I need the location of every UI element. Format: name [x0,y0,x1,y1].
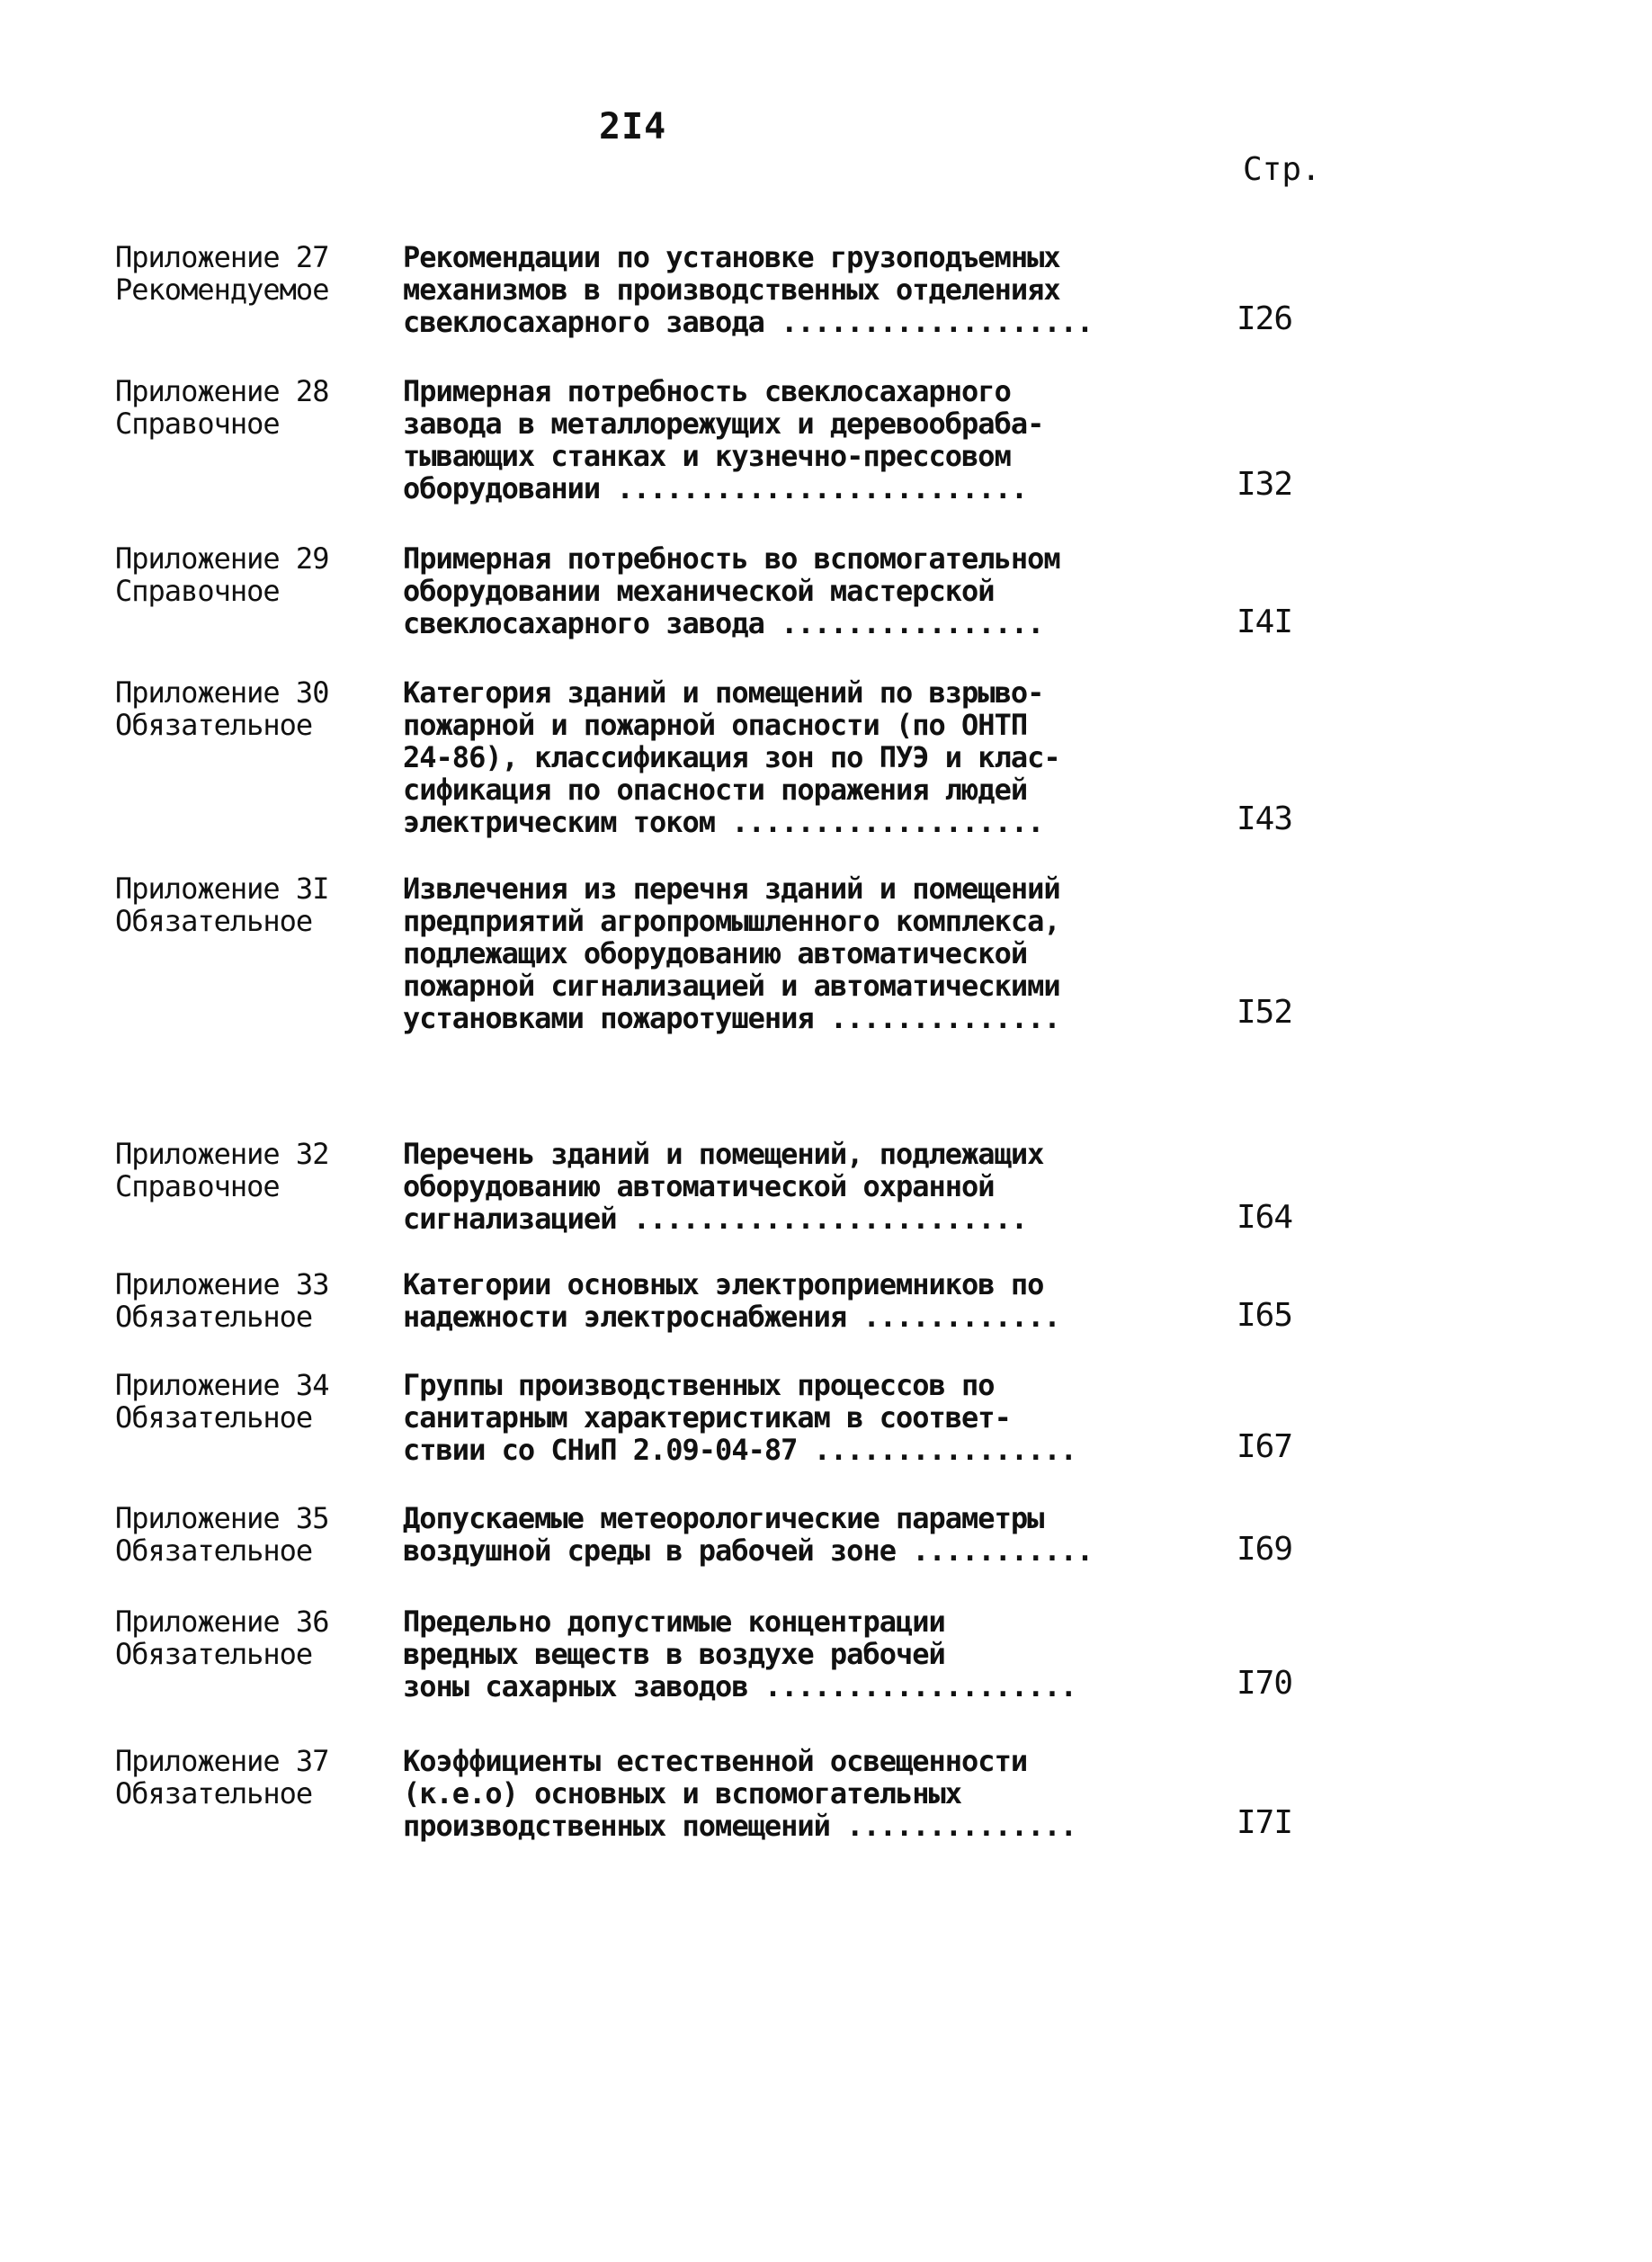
appendix-title-line: Группы производственных процессов по [403,1368,995,1402]
appendix-title-line: установками пожаротушения .............. [403,1001,1060,1035]
appendix-title [403,872,1212,1034]
appendix-title-line: пожарной и пожарной опасности (по ОНТП [403,708,1028,742]
appendix-title-line: свеклосахарного завода ................ [403,606,1044,640]
appendix-number: Приложение 36 [115,1605,329,1639]
appendix-page-number: I32 [1237,466,1293,503]
appendix-number: Приложение 30 [115,675,329,710]
appendix-page-number: I52 [1237,994,1293,1031]
appendix-title-line: электрическим током ................... [403,805,1044,839]
appendix-page-number: I65 [1237,1297,1293,1334]
appendix-label [115,1605,403,1670]
appendix-title-line: завода в металлорежущих и деревообраба- [403,407,1044,441]
appendix-title [403,1268,1212,1333]
appendix-title-line: оборудовании механической мастерской [403,574,995,608]
appendix-label [115,1745,403,1810]
appendix-title [403,1605,1212,1703]
appendix-title-line: Примерная потребность свеклосахарного [403,374,1011,408]
appendix-number: Приложение 33 [115,1267,329,1301]
appendix-number: Приложение 32 [115,1137,329,1171]
appendix-title-line: Предельно допустимые концентрации [403,1605,945,1639]
appendix-title-line: Извлечения из перечня зданий и помещений [403,872,1060,906]
appendix-page-number: I43 [1237,800,1293,837]
column-header-page: Стр. [1243,151,1321,188]
appendix-title-line: Категория зданий и помещений по взрыво- [403,675,1044,710]
appendix-title-line: сигнализацией ........................ [403,1202,1028,1236]
appendix-title [403,1502,1212,1567]
appendix-label [115,1369,403,1434]
appendix-title-line: Рекомендации по установке грузоподъемных [403,240,1060,274]
appendix-title-line: оборудовании ......................... [403,471,1028,505]
appendix-title [403,542,1212,639]
appendix-status: Справочное [115,1169,280,1203]
appendix-status: Обязательное [115,1300,313,1334]
appendix-number: Приложение 3I [115,872,329,906]
appendix-label [115,241,403,306]
contents-entry [0,676,1652,838]
appendix-status: Обязательное [115,1776,313,1810]
appendix-page-number: I4I [1237,603,1293,640]
appendix-label [115,676,403,741]
contents-entry [0,1605,1652,1767]
appendix-page-number: I64 [1237,1199,1293,1236]
appendix-title [403,1369,1212,1466]
contents-entry [0,872,1652,1034]
appendix-title-line: Перечень зданий и помещений, подлежащих [403,1137,1044,1171]
appendix-page-number: I67 [1237,1428,1293,1465]
appendix-title [403,241,1212,338]
appendix-title-line: воздушной среды в рабочей зоне ........... [403,1533,1094,1568]
appendix-title-line: механизмов в производственных отделениях [403,273,1060,307]
appendix-status: Справочное [115,407,280,441]
appendix-title-line: зоны сахарных заводов ................... [403,1669,1076,1703]
contents-entry [0,1745,1652,1907]
appendix-number: Приложение 37 [115,1744,329,1778]
appendix-page-number: I70 [1237,1665,1293,1702]
appendix-number: Приложение 29 [115,541,329,576]
appendix-title-line: 24-86), классификация зон по ПУЭ и клас- [403,740,1060,774]
appendix-status: Обязательное [115,1637,313,1671]
appendix-title-line: пожарной сигнализацией и автоматическими [403,969,1060,1003]
appendix-title-line: надежности электроснабжения ............ [403,1300,1060,1334]
appendix-number: Приложение 28 [115,374,329,408]
appendix-title-line: производственных помещений .............. [403,1809,1076,1843]
contents-entry [0,375,1652,537]
appendix-title-line: вредных веществ в воздухе рабочей [403,1637,945,1671]
appendix-title-line: предприятий агропромышленного комплекса, [403,904,1060,938]
appendix-status: Рекомендуемое [115,273,329,307]
appendix-number: Приложение 34 [115,1368,329,1402]
appendix-title-line: сификация по опасности поражения людей [403,773,1028,807]
appendix-title-line: Коэффициенты естественной освещенности [403,1744,1028,1778]
appendix-title-line: подлежащих оборудованию автоматической [403,936,1028,970]
appendix-title-line: тывающих станках и кузнечно-прессовом [403,439,1011,473]
appendix-title-line: санитарным характеристикам в соответ- [403,1400,1011,1435]
appendix-status: Справочное [115,574,280,608]
appendix-label [115,1502,403,1567]
appendix-label [115,1268,403,1333]
appendix-title-line: (к.е.о) основных и вспомогательных [403,1776,962,1810]
appendix-page-number: I26 [1237,300,1293,337]
appendix-status: Обязательное [115,1400,313,1435]
appendix-title [403,375,1212,505]
appendix-title-line: Допускаемые метеорологические параметры [403,1501,1044,1535]
appendix-title [403,676,1212,838]
appendix-title-line: оборудованию автоматической охранной [403,1169,995,1203]
appendix-title-line: Примерная потребность во вспомогательном [403,541,1060,576]
appendix-label [115,872,403,937]
appendix-title-line: свеклосахарного завода ................... [403,305,1094,339]
appendix-status: Обязательное [115,708,313,742]
appendix-page-number: I7I [1237,1804,1293,1841]
appendix-title [403,1745,1212,1842]
appendix-title [403,1138,1212,1235]
appendix-number: Приложение 35 [115,1501,329,1535]
appendix-number: Приложение 27 [115,240,329,274]
appendix-label [115,1138,403,1203]
appendix-title-line: Категории основных электроприемников по [403,1267,1044,1301]
page-number: 2I4 [599,106,667,148]
appendix-label [115,542,403,607]
appendix-label [115,375,403,440]
appendix-status: Обязательное [115,904,313,938]
appendix-status: Обязательное [115,1533,313,1568]
appendix-page-number: I69 [1237,1531,1293,1568]
appendix-title-line: ствии со СНиП 2.09-04-87 ................ [403,1433,1076,1467]
